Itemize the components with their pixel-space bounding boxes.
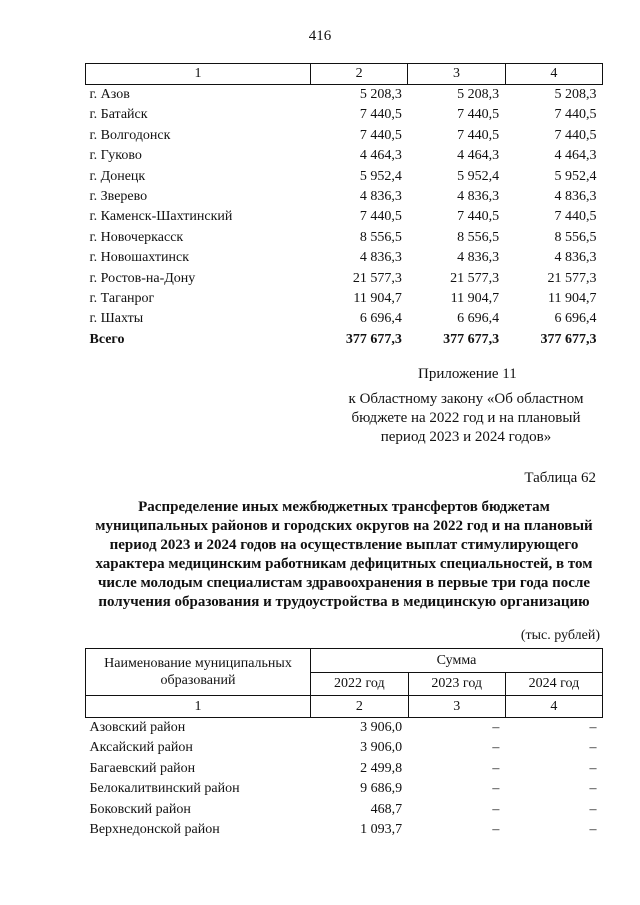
column-number-2: 2 xyxy=(311,696,409,718)
value-2022: 468,7 xyxy=(370,801,403,817)
row-name: г. Волгодонск xyxy=(89,127,171,143)
value-2024: 21 577,3 xyxy=(547,270,597,286)
value-2022: 7 440,5 xyxy=(359,127,402,143)
table-row xyxy=(86,289,603,309)
value-2022: 2 499,8 xyxy=(360,760,403,776)
document-title: Распределение иных межбюджетных трансфертов бюджетам муниципальных районов и городских округов на 2022 год и на плановый период 2023 и 2024 годов на осуществление выплат стимулирующего характера медицинским работникам дефицитных специальностей, в том числе молодым специалистам здравоохранения в первые три года после получения образования и трудоустройства в медицинскую организацию xyxy=(95,499,593,610)
value-2024: 4 836,3 xyxy=(554,189,597,205)
table-row xyxy=(86,738,603,758)
row-name: Белокалитвинский район xyxy=(89,781,240,797)
row-name: Аксайский район xyxy=(89,740,193,756)
value-2022: 6 696,4 xyxy=(359,311,402,327)
value-2022: 4 836,3 xyxy=(359,250,402,266)
value-2022: 5 952,4 xyxy=(359,168,402,184)
total-2024: 377 677,3 xyxy=(540,331,597,347)
value-2024: 7 440,5 xyxy=(554,209,597,225)
name-column-header: Наименование муниципальных образований xyxy=(86,649,311,696)
value-2024: – xyxy=(589,781,597,797)
value-2023: 7 440,5 xyxy=(457,107,500,123)
value-2023: 7 440,5 xyxy=(457,209,500,225)
table-row xyxy=(86,248,603,268)
value-2024: – xyxy=(589,740,597,756)
table-row xyxy=(86,269,603,289)
table-row xyxy=(86,126,603,146)
total-label: Всего xyxy=(89,331,125,347)
total-row xyxy=(86,330,603,350)
row-name: г. Шахты xyxy=(89,311,144,327)
row-name: Азовский район xyxy=(89,720,186,735)
row-name: г. Азов xyxy=(89,87,130,102)
row-name: г. Таганрог xyxy=(89,291,155,307)
value-2023: 5 952,4 xyxy=(457,168,500,184)
value-2024: 5 208,3 xyxy=(554,87,597,102)
value-2022: 11 904,7 xyxy=(353,291,402,307)
value-2024: 8 556,5 xyxy=(554,229,597,245)
table-row xyxy=(86,718,603,739)
column-number-3: 3 xyxy=(408,64,505,85)
column-number-1: 1 xyxy=(86,696,311,718)
total-2023: 377 677,3 xyxy=(443,331,500,347)
value-2022: 7 440,5 xyxy=(359,107,402,123)
year-2024-header: 2024 год xyxy=(505,673,602,696)
table-row xyxy=(86,779,603,799)
header-row xyxy=(86,649,603,673)
table-row xyxy=(86,228,603,248)
column-number-4: 4 xyxy=(505,64,602,85)
page-number: 416 xyxy=(308,28,332,44)
row-name: г. Батайск xyxy=(89,107,148,123)
value-2022: 3 906,0 xyxy=(360,720,403,735)
value-2022: 3 906,0 xyxy=(360,740,403,756)
value-2023: 8 556,5 xyxy=(457,229,500,245)
value-2024: 7 440,5 xyxy=(554,107,597,123)
value-2024: 4 836,3 xyxy=(554,250,597,266)
value-2023: – xyxy=(492,781,500,797)
units-label: (тыс. рублей) xyxy=(520,628,600,643)
row-name: Боковский район xyxy=(89,801,191,817)
value-2023: – xyxy=(492,801,500,817)
table-row xyxy=(86,187,603,207)
column-number-1: 1 xyxy=(86,64,311,85)
row-name: Верхнедонской район xyxy=(89,822,220,838)
row-name: Багаевский район xyxy=(89,760,196,776)
table-row xyxy=(86,309,603,329)
value-2023: 4 836,3 xyxy=(457,189,500,205)
value-2024: – xyxy=(589,720,597,735)
value-2023: – xyxy=(492,720,500,735)
row-name: г. Ростов-на-Дону xyxy=(89,270,196,286)
year-2022-header: 2022 год xyxy=(311,673,409,696)
value-2023: 7 440,5 xyxy=(457,127,500,143)
row-name: г. Донецк xyxy=(89,168,146,184)
total-2022: 377 677,3 xyxy=(345,331,402,347)
value-2024: 7 440,5 xyxy=(554,127,597,143)
column-number-row xyxy=(86,64,603,85)
value-2023: 21 577,3 xyxy=(450,270,500,286)
column-number-2: 2 xyxy=(311,64,408,85)
table-row xyxy=(86,146,603,166)
value-2023: – xyxy=(492,760,500,776)
value-2023: 4 836,3 xyxy=(457,250,500,266)
table-row xyxy=(86,207,603,227)
appendix-title: Приложение 11 xyxy=(418,366,517,382)
value-2024: – xyxy=(589,801,597,817)
column-number-4: 4 xyxy=(505,696,602,718)
value-2022: 21 577,3 xyxy=(352,270,402,286)
value-2022: 4 464,3 xyxy=(359,148,402,164)
value-2022: 4 836,3 xyxy=(359,189,402,205)
value-2023: – xyxy=(492,740,500,756)
value-2024: 5 952,4 xyxy=(554,168,597,184)
table-row xyxy=(86,800,603,820)
value-2024: – xyxy=(589,822,597,838)
value-2024: – xyxy=(589,760,597,776)
row-name: г. Каменск-Шахтинский xyxy=(89,209,233,225)
value-2022: 1 093,7 xyxy=(360,822,403,838)
value-2024: 4 464,3 xyxy=(554,148,597,164)
value-2024: 11 904,7 xyxy=(548,291,597,307)
value-2023: 4 464,3 xyxy=(457,148,500,164)
appendix-subtitle: к Областному закону «Об областном бюджете на 2022 год и на плановый период 2023 и 2024 годов» xyxy=(348,391,584,445)
value-2024: 6 696,4 xyxy=(554,311,597,327)
value-2023: 11 904,7 xyxy=(450,291,500,307)
column-number-3: 3 xyxy=(408,696,505,718)
table-row xyxy=(86,105,603,125)
sum-column-header: Сумма xyxy=(311,649,603,673)
value-2022: 5 208,3 xyxy=(359,87,402,102)
value-2023: 5 208,3 xyxy=(457,87,500,102)
value-2022: 8 556,5 xyxy=(359,229,402,245)
transfers-distribution-table xyxy=(85,648,603,840)
table-number: Таблица 62 xyxy=(524,470,596,486)
row-name: г. Новошахтинск xyxy=(89,250,190,266)
value-2022: 9 686,9 xyxy=(360,781,403,797)
value-2022: 7 440,5 xyxy=(359,209,402,225)
municipal-transfers-table-continued xyxy=(85,63,603,350)
row-name: г. Гуково xyxy=(89,148,142,164)
table-row xyxy=(86,759,603,779)
year-2023-header: 2023 год xyxy=(408,673,505,696)
row-name: г. Новочеркасск xyxy=(89,229,184,245)
table-row xyxy=(86,167,603,187)
table-row xyxy=(86,85,603,106)
row-name: г. Зверево xyxy=(89,189,148,205)
value-2023: – xyxy=(492,822,500,838)
value-2023: 6 696,4 xyxy=(457,311,500,327)
table-row xyxy=(86,820,603,840)
column-number-row xyxy=(86,696,603,718)
